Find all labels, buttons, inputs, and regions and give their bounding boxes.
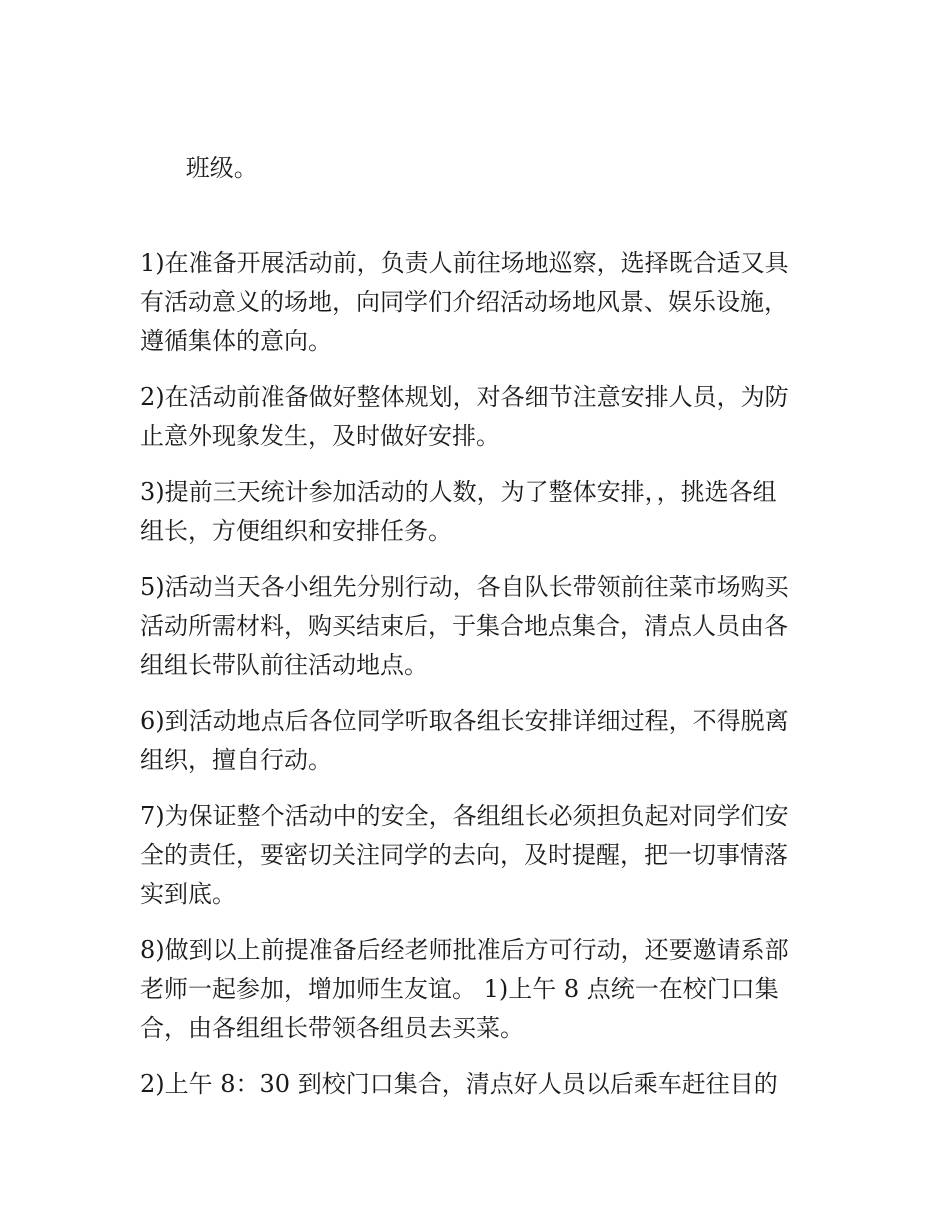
text-line: 有活动意义的场地，向同学们介绍活动场地风景、娱乐设施，	[140, 288, 788, 316]
document-body	[140, 110, 830, 1121]
text-line: 5)活动当天各小组先分别行动，各自队长带领前往菜市场购买	[140, 573, 789, 601]
text-line: 7)为保证整个活动中的安全，各组组长必须担负起对同学们安	[140, 802, 789, 830]
text-line: 止意外现象发生，及时做好安排。	[140, 422, 500, 450]
text-line: 2)上午 8：30 到校门口集合，清点好人员以后乘车赶往目的	[140, 1070, 778, 1098]
text-line: 6)到活动地点后各位同学听取各组长安排详细过程，不得脱离	[140, 707, 789, 735]
paragraph	[140, 244, 830, 361]
text-line: 活动所需材料，购买结束后，于集合地点集合，清点人员由各	[140, 612, 788, 640]
text-line: 8)做到以上前提准备后经老师批准后方可行动，还要邀请系部	[140, 936, 789, 964]
text-line: 遵循集体的意向。	[140, 327, 332, 355]
text-line: 班级。	[185, 154, 258, 182]
text-line: 全的责任，要密切关注同学的去向，及时提醒，把一切事情落	[140, 841, 788, 869]
text-line: 合，由各组组长带领各组员去买菜。	[140, 1014, 524, 1042]
text-line: 老师一起参加，增加师生友谊。 1)上午 8 点统一在校门口集	[140, 975, 779, 1003]
text-line: 2)在活动前准备做好整体规划，对各细节注意安排人员，为防	[140, 383, 789, 411]
paragraph	[140, 568, 830, 685]
text-line: 组织，擅自行动。	[140, 746, 332, 774]
paragraph	[140, 473, 830, 551]
paragraph	[140, 702, 830, 780]
text-line: 组组长带队前往活动地点。	[140, 651, 428, 679]
paragraph	[140, 378, 830, 456]
text-line: 3)提前三天统计参加活动的人数，为了整体安排，，挑选各组	[140, 478, 777, 506]
text-line: 1)在准备开展活动前，负责人前往场地巡察，选择既合适又具	[140, 249, 789, 277]
paragraph	[140, 797, 830, 914]
paragraph	[140, 110, 830, 227]
paragraph	[140, 931, 830, 1048]
text-line: 实到底。	[140, 880, 236, 908]
text-line: 组长，方便组织和安排任务。	[140, 517, 452, 545]
paragraph	[140, 1065, 830, 1104]
